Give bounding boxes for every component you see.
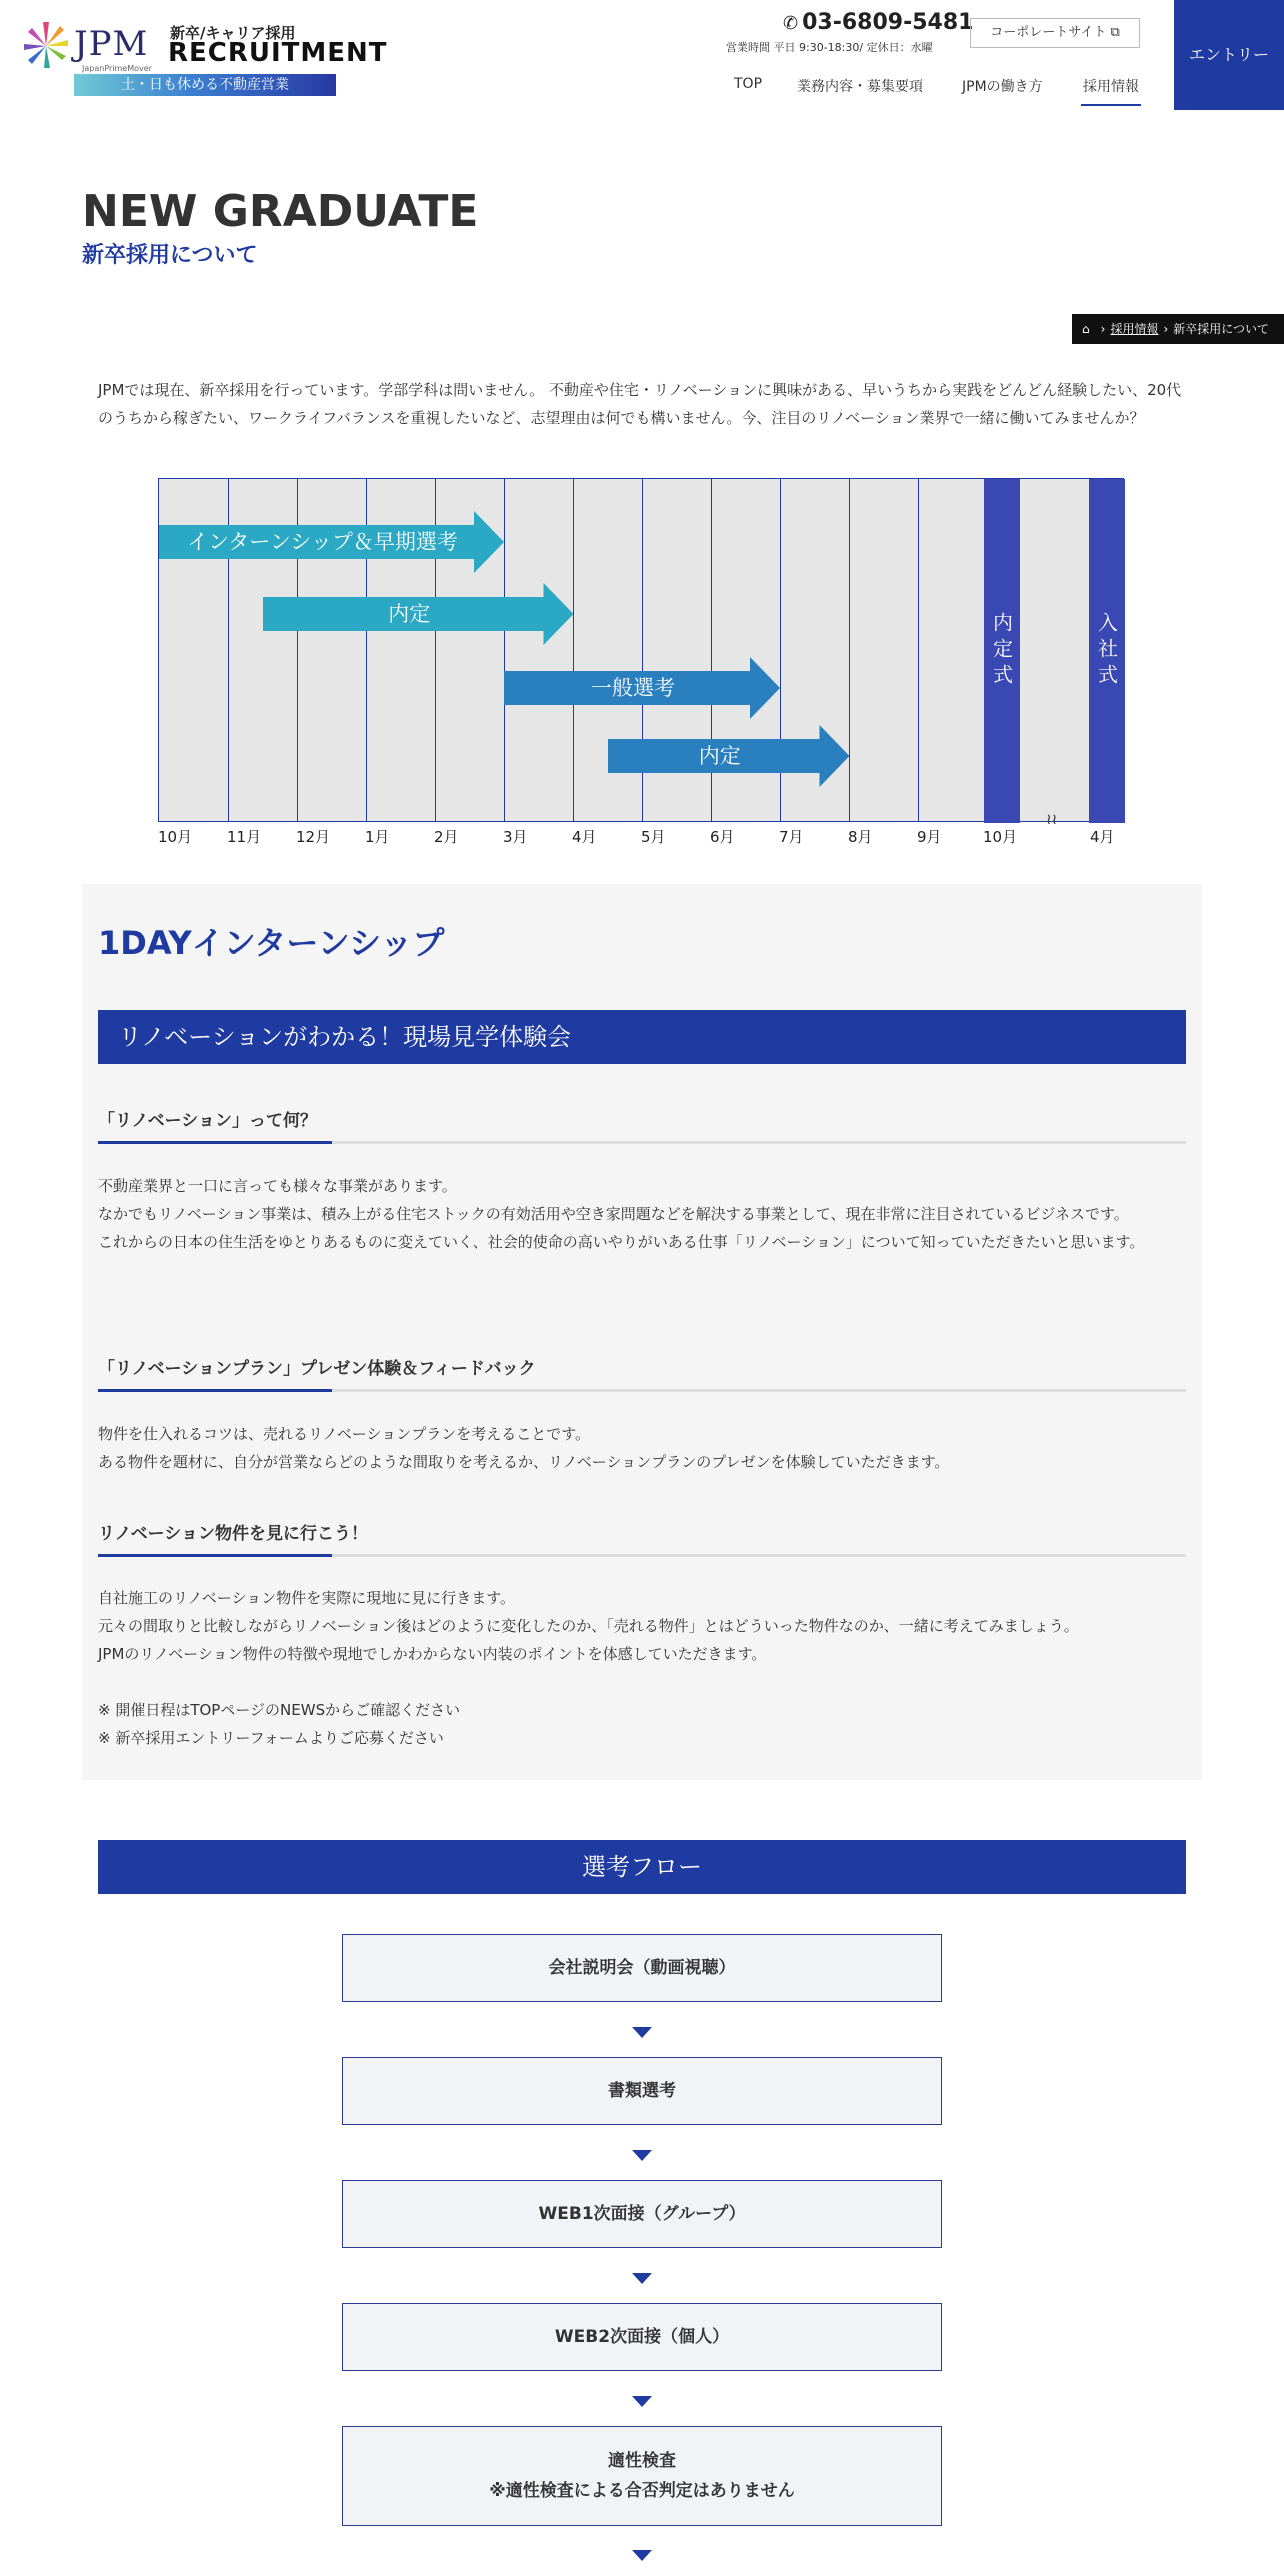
flow-step-document — [342, 2057, 942, 2125]
nav-recruit[interactable]: 採用情報 — [1083, 76, 1139, 96]
entry-button[interactable]: エントリー — [1174, 0, 1284, 110]
paragraph-line: ある物件を題材に、自分が営業ならどのような間取りを考えるか、リノベーションプランのプレゼンを体験していただきます。 — [98, 1453, 950, 1471]
recruit-title[interactable]: RECRUITMENT — [168, 38, 388, 68]
schedule-arrow-label: 内定 — [387, 602, 430, 626]
paragraph-line: 不動産業界と一口に言っても様々な事業があります。 — [98, 1177, 457, 1195]
nav-business[interactable]: 業務内容・募集要項 — [797, 79, 923, 95]
breadcrumb-separator: › — [1100, 322, 1106, 336]
timeline-gap-icon: ≀≀ — [1046, 810, 1058, 828]
schedule-month-label: 5月 — [641, 828, 666, 846]
schedule-month-label: 2月 — [434, 828, 459, 846]
phone-number[interactable] — [783, 10, 973, 35]
schedule-column-line — [573, 479, 574, 821]
section-heading-renovation: 「リノベーション」って何？ — [98, 1106, 1186, 1144]
schedule-month-label: 7月 — [779, 828, 804, 846]
schedule-month-label: 3月 — [503, 828, 528, 846]
note-line: ※ 開催日程はTOPページのNEWSからご確認ください — [98, 1701, 461, 1719]
phone-icon: ✆ — [783, 13, 799, 34]
schedule-arrow-label: 内定 — [698, 744, 741, 768]
schedule-month-label: 9月 — [917, 828, 942, 846]
business-hours: 営業時間 平日 9:30-18:30/ 定休日：水曜 — [726, 41, 933, 54]
flow-step-briefing — [342, 1934, 942, 2002]
flow-arrow-icon — [632, 2273, 652, 2284]
paragraph-line: 自社施工のリノベーション物件を実際に現地に見に行きます。 — [98, 1589, 516, 1607]
section-text-plan — [98, 1420, 1186, 1476]
flow-step-web1 — [342, 2180, 942, 2248]
schedule-column-line — [918, 479, 919, 821]
section-text-renovation — [98, 1172, 1186, 1256]
corporate-site-label: コーポレートサイト — [990, 25, 1107, 40]
home-icon[interactable]: ⌂ — [1082, 322, 1090, 336]
paragraph-line: JPMのリノベーション物件の特徴や現地でしかわからない内装のポイントを体感していただきます。 — [98, 1645, 767, 1663]
schedule-band: 入社式 — [1089, 479, 1125, 823]
nav-workstyle[interactable]: JPMの働き方 — [962, 79, 1043, 95]
paragraph-line: なかでもリノベーション事業は、積み上がる住宅ストックの有効活用や空き家問題などを解決する事業として、現在非常に注目されているビジネスです。 — [98, 1205, 1129, 1223]
breadcrumb-separator: › — [1163, 322, 1169, 336]
note-line: ※ 新卒採用エントリーフォームよりご応募ください — [98, 1729, 444, 1747]
corporate-site-button[interactable] — [970, 18, 1140, 48]
schedule-month-label: 4月 — [572, 828, 597, 846]
company-logo[interactable] — [22, 18, 152, 76]
internship-banner: リノベーションがわかる！現場見学体験会 — [98, 1010, 1186, 1064]
logo-wordmark: JPM — [74, 24, 149, 64]
schedule-arrow-label: 一般選考 — [591, 676, 675, 700]
section-heading-visit: リノベーション物件を見に行こう！ — [98, 1519, 1186, 1557]
intro-text: JPMでは現在、新卒採用を行っています。学部学科は問いません。 不動産や住宅・リノベーションに興味がある、早いうちから実践をどんどん経験したい、20代のうちから稼ぎたい、ワークライフバランスを重視したいなど、志望理由は何でも構いません。今、注目のリノベーション業界で一緒に働いてみませんか？ — [98, 381, 1182, 427]
external-link-icon: ⧉ — [1110, 25, 1120, 40]
tagline-badge: 土・日も休める不動産営業 — [74, 74, 336, 96]
section-heading-plan: 「リノベーションプラン」プレゼン体験＆フィードバック — [98, 1354, 1186, 1392]
nav-top[interactable]: TOP — [734, 76, 763, 92]
schedule-column-line — [504, 479, 505, 821]
page-title: NEW GRADUATE — [82, 186, 479, 237]
schedule-month-label: 12月 — [296, 828, 331, 846]
paragraph-line: 物件を仕入れるコツは、売れるリノベーションプランを考えることです。 — [98, 1425, 591, 1443]
flow-step-label: WEB2次面接（個人） — [554, 2327, 730, 2347]
flow-arrow-icon — [632, 2550, 652, 2561]
internship-title: 1DAYインターンシップ — [98, 924, 445, 962]
flow-arrow-icon — [632, 2396, 652, 2407]
paragraph-line: これからの日本の住生活をゆとりあるものに変えていく、社会的使命の高いやりがいある仕事「リノベーション」について知っていただきたいと思います。 — [98, 1233, 1145, 1251]
schedule-arrow — [263, 583, 574, 645]
recruitment-schedule-chart — [158, 478, 1124, 848]
flow-step-web2 — [342, 2303, 942, 2371]
schedule-column-line — [849, 479, 850, 821]
flow-step-label: WEB1次面接（グループ） — [538, 2204, 746, 2224]
internship-section — [82, 884, 1202, 1780]
schedule-month-label: 11月 — [227, 828, 262, 846]
selection-flow-title: 選考フロー — [98, 1840, 1186, 1894]
flow-step-label: 会社説明会（動画視聴） — [548, 1958, 736, 1978]
site-header — [0, 0, 1284, 110]
schedule-month-label: 4月 — [1090, 828, 1115, 846]
breadcrumb-recruit-link[interactable]: 採用情報 — [1110, 322, 1159, 336]
schedule-arrow — [608, 725, 850, 787]
schedule-month-label: 10月 — [158, 828, 193, 846]
recruit-subtitle: 新卒/キャリア採用 — [170, 24, 296, 42]
paragraph-line: 元々の間取りと比較しながらリノベーション後はどのように変化したのか、「売れる物件」とはどういった物件なのか、一緒に考えてみましょう。 — [98, 1617, 1079, 1635]
flow-arrow-icon — [632, 2027, 652, 2038]
schedule-month-label: 10月 — [983, 828, 1018, 846]
page-subtitle: 新卒採用について — [82, 243, 258, 268]
flow-arrow-icon — [632, 2150, 652, 2161]
section-text-visit — [98, 1584, 1186, 1752]
schedule-arrow-label: インターンシップ＆早期選考 — [187, 530, 458, 554]
flow-step-label: 書類選考 — [608, 2081, 676, 2101]
schedule-arrow — [504, 657, 780, 719]
logo-flower-icon — [22, 18, 72, 72]
schedule-month-label: 6月 — [710, 828, 735, 846]
schedule-arrow — [159, 511, 504, 573]
flow-step-note: ※適性検査による合否判定はありません — [489, 2481, 795, 2501]
schedule-grid — [158, 478, 1124, 822]
breadcrumb-current: 新卒採用について — [1173, 322, 1270, 336]
schedule-month-label: 8月 — [848, 828, 873, 846]
breadcrumb — [1072, 314, 1284, 344]
logo-subtext: JapanPrimeMover — [82, 64, 152, 73]
phone-number-text: 03-6809-5481 — [802, 10, 974, 35]
flow-step-label: 適性検査 — [608, 2451, 676, 2471]
schedule-month-label: 1月 — [365, 828, 390, 846]
flow-step-aptitude — [342, 2426, 942, 2526]
schedule-band: 内定式 — [984, 479, 1020, 823]
